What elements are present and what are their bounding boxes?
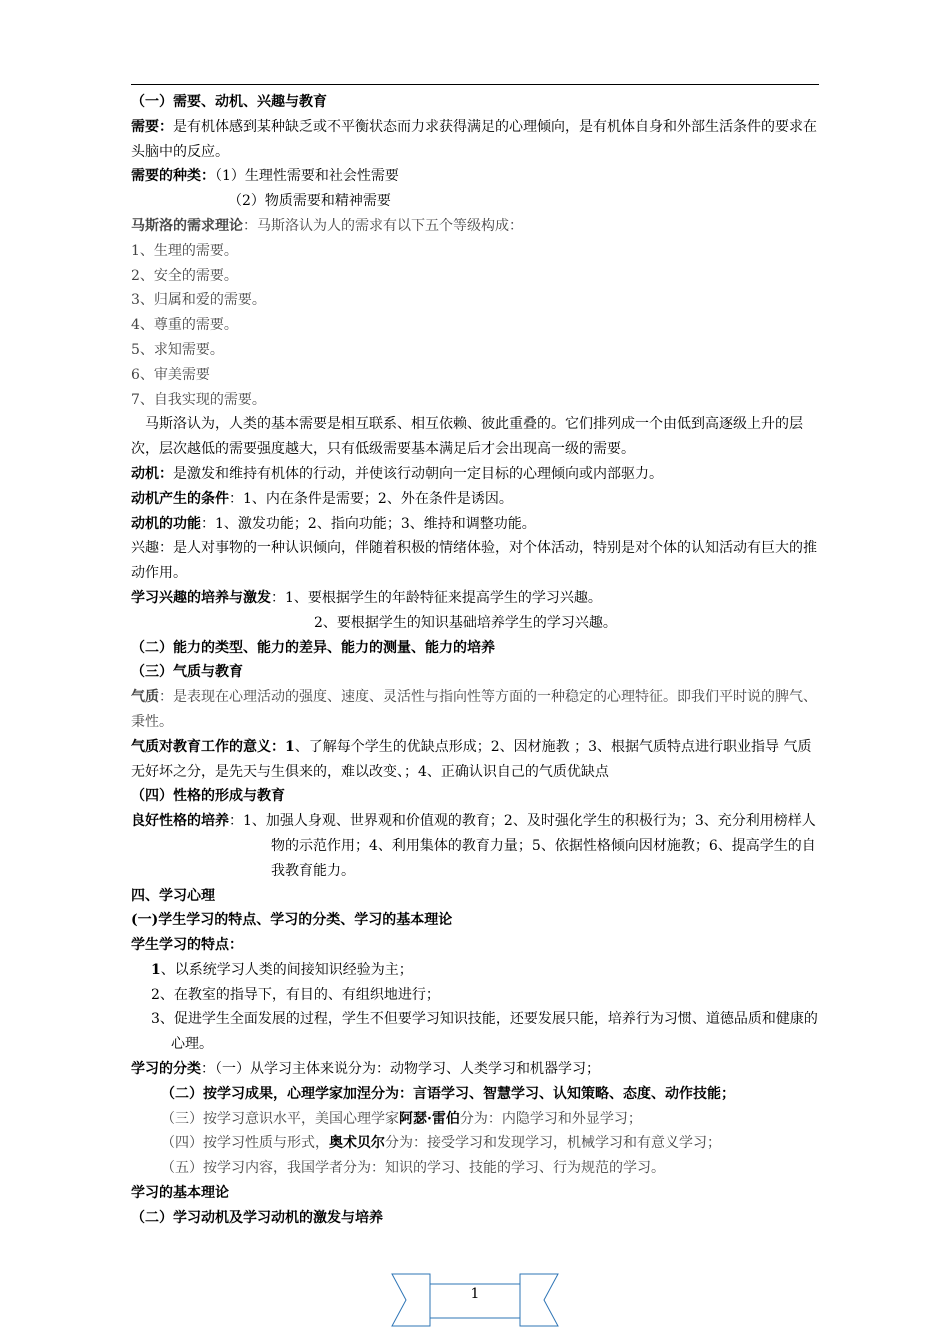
classification-label: 学习的分类 xyxy=(131,1061,201,1078)
motive-label: 动机： xyxy=(131,465,173,482)
conditions-label: 动机产生的条件 xyxy=(131,490,229,507)
features-label: 学生学习的特点： xyxy=(131,937,243,954)
feature-item: 3、促进学生全面发展的过程，学生不但要学习知识技能，还要发展只能，培养行为习惯、道德品质和健康的心理。 xyxy=(151,1011,818,1053)
temperament-label: 气质 xyxy=(131,689,159,706)
para-interest-cultivation xyxy=(131,586,821,611)
maslow-item: 4、尊重的需要。 xyxy=(131,317,238,334)
para-interest: 兴趣：是人对事物的一种认识倾向，伴随着积极的情绪体验，对个体活动，特别是对个体的认知活动有巨大的推动作用。 xyxy=(131,540,817,582)
para-temperament-significance xyxy=(131,735,821,785)
classification-1: ：（一）从学习主体来说分为：动物学习、人类学习和机器学习； xyxy=(201,1061,600,1078)
para-motive-conditions xyxy=(131,487,821,512)
document-body xyxy=(131,90,821,1231)
heading-learning-motivation: （二）学习动机及学习动机的激发与培养 xyxy=(131,1209,383,1226)
need-text: 是有机体感到某种缺乏或不平衡状态而力求获得满足的心理倾向，是有机体自身和外部生活条件的要求在头脑中的反应。 xyxy=(131,118,817,160)
functions-label: 动机的功能 xyxy=(131,515,201,532)
classification-5: （五）按学习内容，我国学者分为：知识的学习、技能的学习、行为规范的学习。 xyxy=(161,1160,665,1177)
heading-needs: （一）需要、动机、兴趣与教育 xyxy=(131,94,327,110)
para-motive xyxy=(131,462,821,487)
maslow-item: 2、安全的需要。 xyxy=(131,267,238,284)
types-label: 需要的种类： xyxy=(131,168,215,185)
cultivation-2: 2、要根据学生的知识基础培养学生的学习兴趣。 xyxy=(314,614,617,631)
maslow-text: ：马斯洛认为人的需求有以下五个等级构成： xyxy=(243,217,523,234)
maslow-theory xyxy=(131,214,821,239)
heading-temperament: （三）气质与教育 xyxy=(131,664,243,681)
learning-classification xyxy=(131,1057,821,1082)
temperament-text: ：是表现在心理活动的强度、速度、灵活性与指向性等方面的一种稳定的心理特征。即我们平时说的脾气、秉性。 xyxy=(131,689,817,730)
need-label: 需要： xyxy=(131,118,173,135)
feature-item: 2、在教室的指导下，有目的、有组织地进行； xyxy=(151,986,440,1003)
class3-name: 阿瑟·雷伯 xyxy=(399,1110,460,1127)
maslow-item: 3、归属和爱的需要。 xyxy=(131,292,266,309)
class4-name: 奥术贝尔 xyxy=(329,1135,385,1152)
heading-learning-psychology: 四、学习心理 xyxy=(131,887,215,904)
feature-1-text: 、以系统学习人类的间接知识经验为主； xyxy=(160,961,413,978)
maslow-item: 7、自我实现的需要。 xyxy=(131,391,266,408)
page-footer xyxy=(390,1272,560,1328)
significance-text: 、了解每个学生的优缺点形成；2、因材施教 ；3、根据气质特点进行职业指导 气质无好坏之分，是先天与生俱来的，难以改变、；4、正确认识自己的气质优缺点 xyxy=(131,738,812,780)
feature-1-num: 1 xyxy=(151,961,161,978)
heading-ability: （二）能力的类型、能力的差异、能力的测量、能力的培养 xyxy=(131,639,495,656)
class3-a: （三）按学习意识水平，美国心理学家 xyxy=(161,1110,399,1127)
para-motive-functions xyxy=(131,512,821,537)
maslow-label: 马斯洛的需求理论 xyxy=(131,217,243,234)
feature-item xyxy=(131,958,821,983)
class4-a: （四）按学习性质与形式， xyxy=(161,1135,329,1152)
heading-character: （四）性格的形成与教育 xyxy=(131,788,285,805)
classification-3 xyxy=(131,1107,821,1132)
classification-2: （二）按学习成果，心理学家加涅分为：言语学习、智慧学习、认知策略、态度、动作技能； xyxy=(161,1085,735,1102)
character-label: 良好性格的培养 xyxy=(131,813,229,830)
maslow-paragraph: 马斯洛认为，人类的基本需要是相互联系、相互依赖、彼此重叠的。它们排列成一个由低到高逐级上升的层次，层次越低的需要强度越大，只有低级需要基本满足后才会出现高一级的需要。 xyxy=(131,416,803,458)
significance-label: 气质对教育工作的意义：1 xyxy=(131,738,295,755)
cultivation-label: 学习兴趣的培养与激发 xyxy=(131,589,271,606)
types-1: （1）生理性需要和社会性需要 xyxy=(215,168,399,185)
functions-text: ：1、激发功能；2、指向功能；3、维持和调整功能。 xyxy=(201,515,536,532)
classification-4 xyxy=(131,1131,821,1156)
need-types-2: （2）物质需要和精神需要 xyxy=(228,193,391,210)
character-text: ：1、加强人身观、世界观和价值观的教育；2、及时强化学生的积极行为；3、充分利用榜样人物的示范作用；4、利用集体的教育力量；5、依据性格倾向因材施教；6、提高学生的自我教育能力。 xyxy=(229,813,816,879)
need-types xyxy=(131,164,821,189)
para-need xyxy=(131,115,821,165)
conditions-text: ：1、内在条件是需要；2、外在条件是诱因。 xyxy=(229,490,513,507)
page-number: 1 xyxy=(470,1286,480,1302)
header-rule xyxy=(131,84,819,85)
motive-text: 是激发和维持有机体的行动，并使该行动朝向一定目标的心理倾向或内部驱力。 xyxy=(173,465,663,482)
para-temperament xyxy=(131,685,821,735)
class4-c: 分为：接受学习和发现学习，机械学习和有意义学习； xyxy=(385,1135,721,1152)
heading-learning-features: (一)学生学习的特点、学习的分类、学习的基本理论 xyxy=(131,912,453,929)
maslow-item: 5、求知需要。 xyxy=(131,341,224,358)
class3-c: 分为：内隐学习和外显学习； xyxy=(459,1110,642,1127)
maslow-item: 1、生理的需要。 xyxy=(131,242,238,259)
heading-learning-theory: 学习的基本理论 xyxy=(131,1185,229,1202)
maslow-item: 6、审美需要 xyxy=(131,366,210,383)
cultivation-1: ：1、要根据学生的年龄特征来提高学生的学习兴趣。 xyxy=(271,589,602,606)
para-character xyxy=(131,809,821,883)
